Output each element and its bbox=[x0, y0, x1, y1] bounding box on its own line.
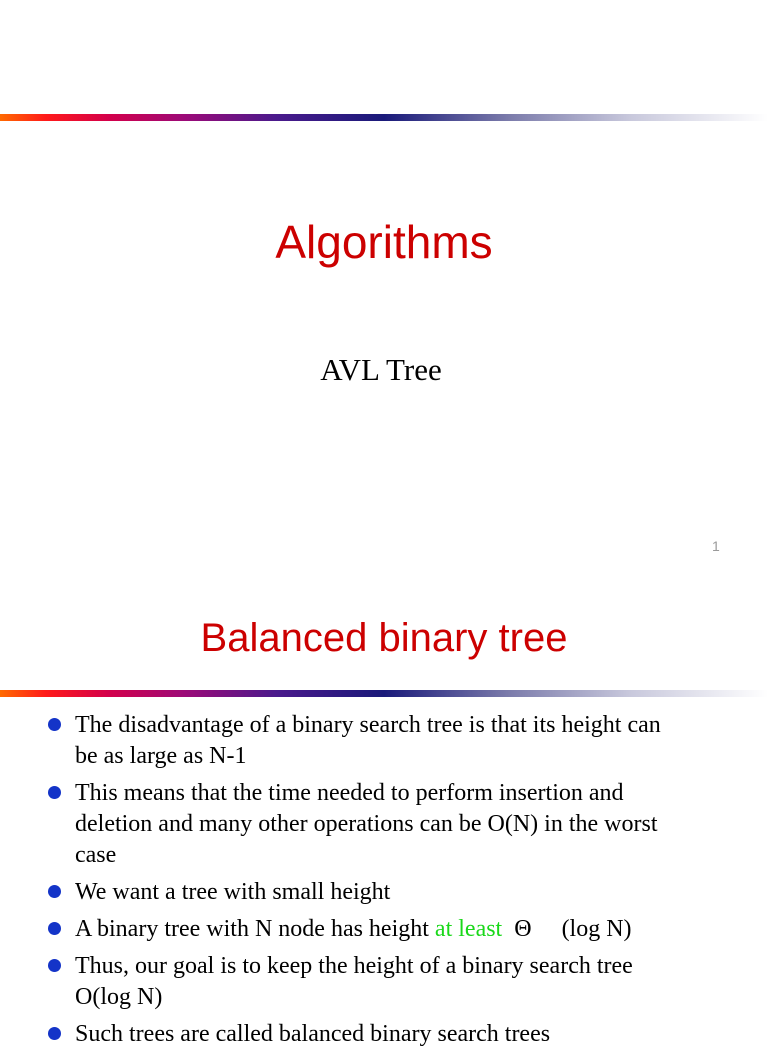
slide-subtitle: AVL Tree bbox=[320, 352, 442, 387]
list-item bbox=[44, 778, 684, 871]
list-item bbox=[44, 710, 684, 772]
bullet-text: A binary tree with N node has height bbox=[75, 916, 435, 942]
bullet-icon bbox=[48, 885, 61, 898]
bullet-highlight: at least bbox=[434, 916, 503, 942]
bullet-text: Such trees are called balanced binary search trees bbox=[75, 1021, 551, 1047]
bullet-list bbox=[44, 710, 684, 1056]
bullet-icon bbox=[48, 959, 61, 972]
gradient-divider bbox=[0, 690, 768, 697]
slide-title: Algorithms bbox=[275, 216, 493, 268]
content-slide bbox=[0, 576, 768, 1047]
slide-title: Balanced binary tree bbox=[200, 616, 568, 660]
list-item bbox=[44, 877, 684, 908]
bullet-icon bbox=[48, 718, 61, 731]
bullet-text: This means that the time needed to perform insertion and deletion and many other operations can be O(N) in the worst case bbox=[75, 780, 658, 868]
bullet-text: The disadvantage of a binary search tree is that its height can be as large as N-1 bbox=[75, 712, 661, 769]
bullet-text: We want a tree with small height bbox=[75, 879, 391, 905]
bullet-text: Θ (log N) bbox=[502, 916, 632, 942]
list-item bbox=[44, 914, 684, 945]
bullet-icon bbox=[48, 922, 61, 935]
gradient-divider bbox=[0, 114, 768, 121]
bullet-text: Thus, our goal is to keep the height of a binary search tree O(log N) bbox=[75, 953, 633, 1010]
slide-number: 1 bbox=[712, 538, 720, 554]
bullet-icon bbox=[48, 1027, 61, 1040]
list-item bbox=[44, 951, 684, 1013]
bullet-icon bbox=[48, 786, 61, 799]
list-item bbox=[44, 1019, 684, 1050]
